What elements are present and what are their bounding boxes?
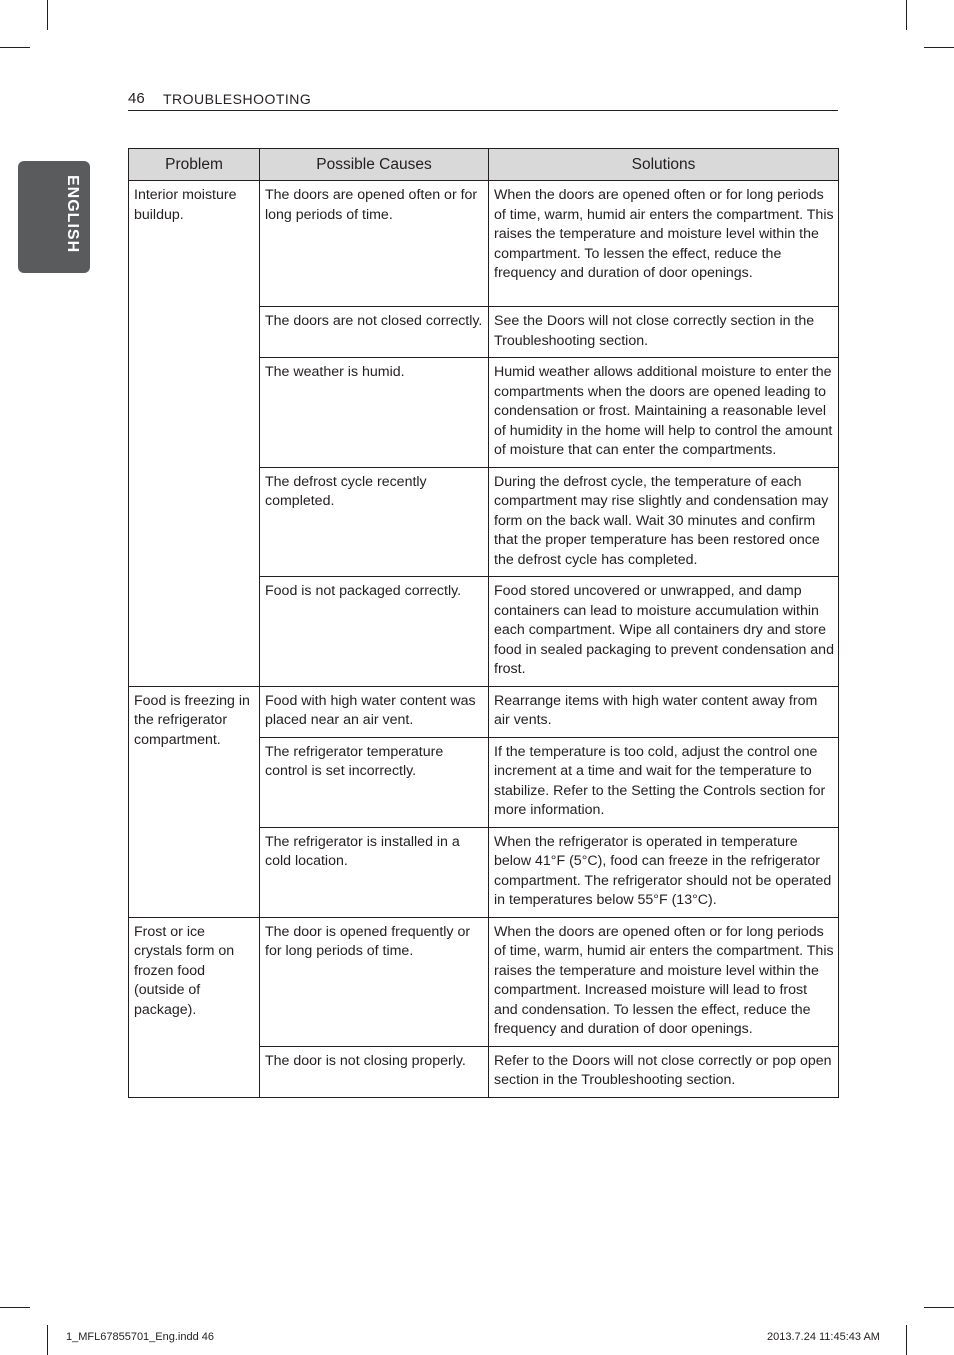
language-tab [18,161,90,273]
crop-mark [47,1325,48,1355]
cause-cell: The door is not closing properly. [260,1046,489,1097]
troubleshooting-table [128,148,839,1098]
cause-cell: The refrigerator temperature control is set incorrectly. [260,737,489,827]
header-solutions: Solutions [489,149,839,181]
crop-mark [906,0,907,30]
solution-cell: Humid weather allows additional moisture to enter the compartments when the doors are opened leading to condensation or frost. Maintaining a reasonable level of humidity in the home will help to control the amount of moisture that can enter the compartments. [489,358,839,468]
cause-cell: The refrigerator is installed in a cold location. [260,827,489,917]
footer-timestamp: 2013.7.24 11:45:43 AM [767,1331,880,1343]
cause-cell: The door is opened frequently or for long periods of time. [260,917,489,1046]
header-problem: Problem [129,149,260,181]
table-row [129,917,839,1046]
table-header-row [129,149,839,181]
crop-mark [0,1307,30,1308]
solution-cell: Refer to the Doors will not close correctly or pop open section in the Troubleshooting section. [489,1046,839,1097]
page-number: 46 [128,90,145,107]
header-possible-causes: Possible Causes [260,149,489,181]
solution-cell: When the doors are opened often or for long periods of time, warm, humid air enters the compartment. This raises the temperature and moisture level within the compartment. Increased moisture will lead to frost and condensation. To lessen the effect, reduce the frequency and duration of door openings. [489,917,839,1046]
section-title: TROUBLESHOOTING [163,91,312,107]
cause-cell: Food is not packaged correctly. [260,577,489,687]
cause-cell: Food with high water content was placed near an air vent. [260,686,489,737]
solution-cell: See the Doors will not close correctly section in the Troubleshooting section. [489,307,839,358]
problem-cell: Frost or ice crystals form on frozen food (outside of package). [129,917,260,1097]
solution-cell: Rearrange items with high water content away from air vents. [489,686,839,737]
cause-cell: The doors are opened often or for long periods of time. [260,181,489,307]
problem-cell: Food is freezing in the refrigerator compartment. [129,686,260,917]
table-row [129,686,839,737]
solution-cell: During the defrost cycle, the temperature of each compartment may rise slightly and condensation may form on the back wall. Wait 30 minutes and confirm that the proper temperature has been restored once the defrost cycle has completed. [489,467,839,577]
crop-mark [924,47,954,48]
footer-filename: 1_MFL67855701_Eng.indd 46 [66,1331,215,1343]
solution-cell: When the refrigerator is operated in temperature below 41°F (5°C), food can freeze in the refrigerator compartment. The refrigerator should not be operated in temperatures below 55°F (13°C). [489,827,839,917]
crop-mark [906,1325,907,1355]
solution-cell: If the temperature is too cold, adjust the control one increment at a time and wait for the temperature to stabilize. Refer to the Setting the Controls section for more information. [489,737,839,827]
language-tab-label: ENGLISH [64,175,81,254]
cause-cell: The doors are not closed correctly. [260,307,489,358]
crop-mark [924,1307,954,1308]
crop-mark [0,47,30,48]
table-row [129,181,839,307]
problem-cell: Interior moisture buildup. [129,181,260,687]
solution-cell: When the doors are opened often or for long periods of time, warm, humid air enters the compartment. This raises the temperature and moisture level within the compartment. To lessen the effect, reduce the frequency and duration of door openings. [489,181,839,307]
cause-cell: The defrost cycle recently completed. [260,467,489,577]
cause-cell: The weather is humid. [260,358,489,468]
solution-cell: Food stored uncovered or unwrapped, and damp containers can lead to moisture accumulation within each compartment. Wipe all containers dry and store food in sealed packaging to prevent condensation and frost. [489,577,839,687]
page-header [128,90,838,111]
crop-mark [47,0,48,30]
